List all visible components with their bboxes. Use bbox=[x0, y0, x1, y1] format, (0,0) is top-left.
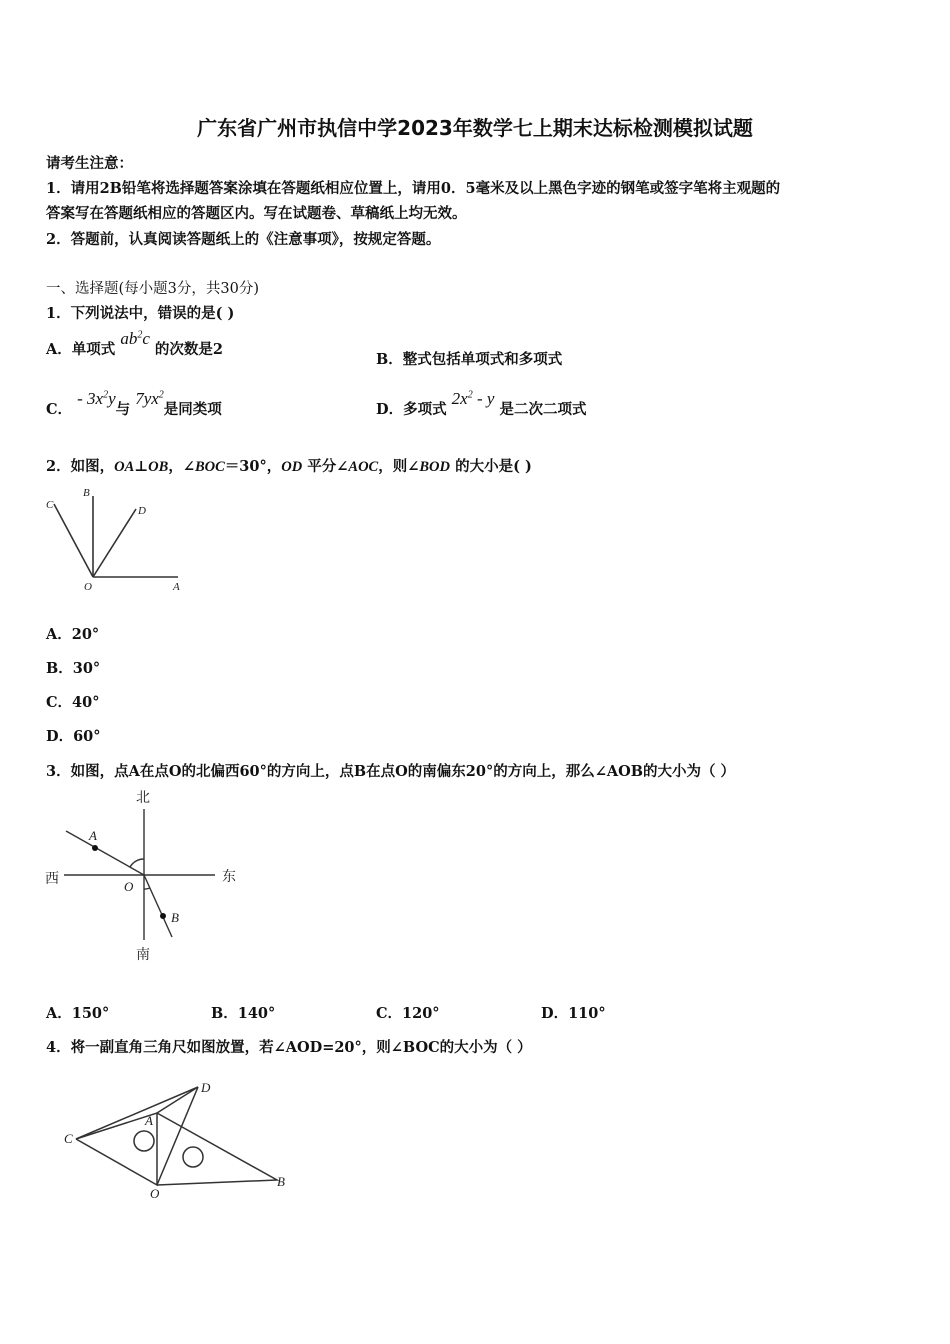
q3-figure bbox=[40, 785, 250, 965]
q1-option-c-and: 与 bbox=[115, 401, 131, 418]
q1-option-c-suffix: 是同类项 bbox=[163, 401, 222, 418]
triangle-aob bbox=[157, 1113, 277, 1185]
q1-option-c-formula-1: - $3x^2y$ bbox=[77, 389, 116, 408]
q2-option-b: B．30° bbox=[46, 660, 101, 677]
point-b bbox=[160, 913, 166, 919]
notice-line-1a: 1．请用2B铅笔将选择题答案涂填在答题纸相应位置上，请用0．5毫米及以上黑色字迹的钢笔或签字笔将主观题的 bbox=[46, 180, 781, 197]
label-b: B bbox=[277, 1174, 285, 1189]
label-o: O bbox=[84, 581, 92, 593]
label-b: B bbox=[171, 910, 179, 925]
q1-option-b: B．整式包括单项式和多项式 bbox=[376, 351, 563, 368]
label-c: C bbox=[64, 1131, 73, 1146]
ray-oa bbox=[66, 831, 144, 875]
q3-option-c: C．120° bbox=[376, 1005, 440, 1022]
label-o: O bbox=[150, 1186, 160, 1201]
q4-stem: 4．将一副直角三角尺如图放置，若∠AOD=20°，则∠BOC的大小为（ ） bbox=[46, 1039, 532, 1056]
notice-line-2: 2．答题前，认真阅读答题纸上的《注意事项》，按规定答题。 bbox=[46, 231, 441, 248]
q2-option-d: D．60° bbox=[46, 728, 101, 745]
q1-option-c-prefix: C． bbox=[46, 401, 73, 418]
notice-line-1b: 答案写在答题纸相应的答题区内。写在试题卷、草稿纸上均无效。 bbox=[46, 205, 467, 222]
hole-2 bbox=[183, 1147, 203, 1167]
q1-option-c-formula-2: $7yx^2$ bbox=[135, 389, 164, 408]
q3-option-b: B．140° bbox=[211, 1005, 276, 1022]
label-east: 东 bbox=[222, 870, 236, 885]
q4-figure bbox=[60, 1072, 300, 1204]
label-c: C bbox=[46, 499, 54, 511]
ray-oc bbox=[54, 504, 93, 577]
label-b: B bbox=[83, 487, 90, 499]
label-a: A bbox=[145, 1113, 153, 1128]
label-south: 南 bbox=[136, 948, 150, 963]
q1-option-d-suffix: 是二次二项式 bbox=[499, 401, 587, 418]
label-west: 西 bbox=[45, 872, 59, 887]
q1-option-a-formula: $ab^2c$ bbox=[120, 329, 150, 348]
q2-stem: 2．如图，OA⊥OB，∠BOC＝30°，OD 平分∠AOC，则∠BOD 的大小是( ) bbox=[46, 458, 532, 475]
ray-od bbox=[93, 509, 136, 577]
page-title: 广东省广州市执信中学2023年数学七上期末达标检测模拟试题 bbox=[197, 116, 753, 140]
ray-ob bbox=[144, 875, 172, 937]
label-d: D bbox=[201, 1080, 211, 1095]
q1-stem: 1．下列说法中，错误的是( ) bbox=[46, 305, 235, 322]
q1-option-a-prefix: A．单项式 bbox=[46, 341, 116, 358]
q1-option-c bbox=[46, 389, 222, 419]
q1-option-d bbox=[376, 389, 587, 419]
section-heading: 一、选择题(每小题3分，共30分) bbox=[46, 281, 259, 297]
q3-option-a: A．150° bbox=[46, 1005, 110, 1022]
hole-1 bbox=[134, 1131, 154, 1151]
q2-option-a: A．20° bbox=[46, 626, 100, 643]
notice-heading: 请考生注意： bbox=[46, 155, 133, 172]
point-a bbox=[92, 845, 98, 851]
q3-stem: 3．如图，点A在点O的北偏西60°的方向上，点B在点O的南偏东20°的方向上，那么∠AOB的大小为（ ） bbox=[46, 763, 736, 780]
q1-option-d-prefix: D．多项式 bbox=[376, 401, 447, 418]
label-a: A bbox=[173, 581, 180, 593]
angle-arc-a bbox=[130, 859, 144, 867]
label-d: D bbox=[138, 505, 146, 517]
q2-figure bbox=[40, 482, 200, 598]
q1-option-a bbox=[46, 329, 224, 359]
q2-option-c: C．40° bbox=[46, 694, 100, 711]
label-a: A bbox=[89, 828, 97, 843]
angle-arc-b bbox=[144, 888, 150, 889]
q1-option-a-suffix: 的次数是2 bbox=[154, 341, 224, 358]
label-o: O bbox=[124, 879, 134, 894]
q1-option-d-formula: $2x^2$ - y bbox=[451, 389, 495, 408]
q3-option-d: D．110° bbox=[541, 1005, 606, 1022]
label-north: 北 bbox=[136, 791, 150, 806]
